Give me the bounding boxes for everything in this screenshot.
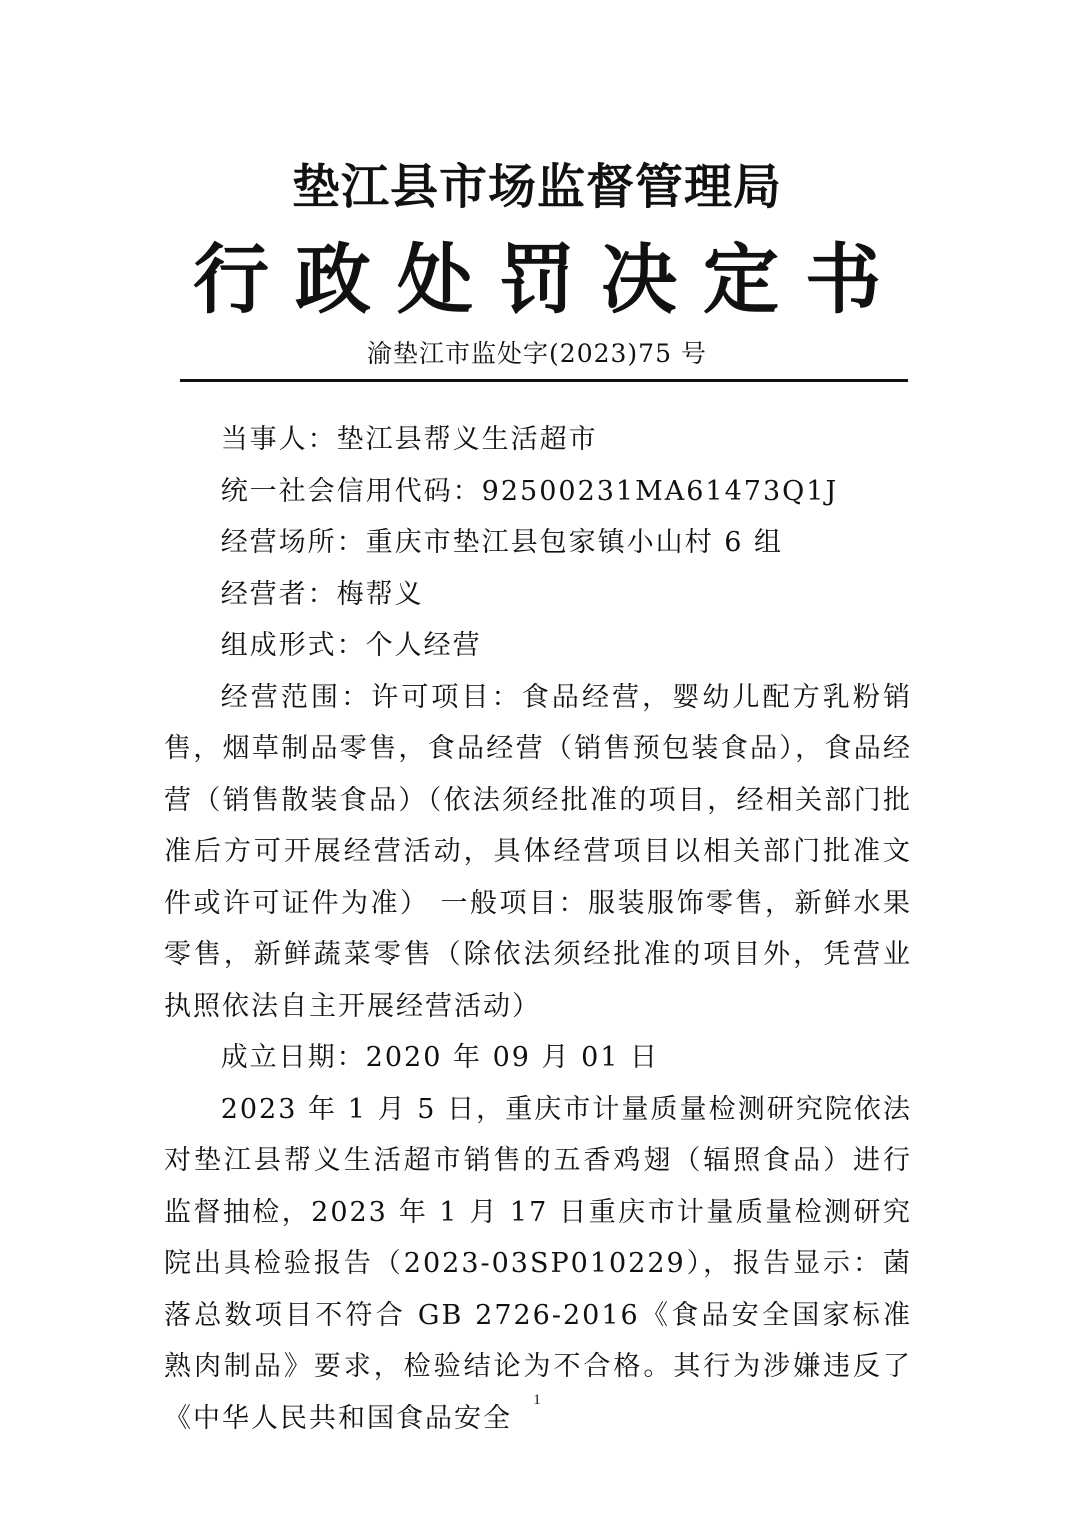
- document-title: 行政处罚决定书: [193, 235, 907, 324]
- operator-line: 经营者：梅帮义: [220, 578, 424, 610]
- party-line: 当事人：垫江县帮义生活超市: [220, 424, 598, 455]
- header-divider: [180, 379, 908, 382]
- page-number: 1: [533, 1392, 541, 1408]
- document-number: 渝垫江市监处字(2023)75 号: [367, 339, 707, 368]
- credit-code-line: 统一社会信用代码：92500231MA61473Q1J: [220, 475, 839, 507]
- established-date-line: 成立日期：2020 年 09 月 01 日: [220, 1042, 660, 1073]
- business-scope-paragraph: 经营范围：许可项目：食品经营，婴幼儿配方乳粉销售，烟草制品零售，食品经营（销售预包装食品），食品经营（销售散装食品）（依法须经批准的项目，经相关部门批准后方可开展经营活动，具体经营项目以相关部门批准文件或许可证件为准） 一般项目：服装服饰零售，新鲜水果零售，新鲜蔬菜零售（除依法须经批准的项目外，凭营业执照依法自主开展经营活动）: [164, 681, 912, 1022]
- location-line: 经营场所：重庆市垫江县包家镇小山村 6 组: [220, 527, 784, 558]
- facts-paragraph: 2023 年 1 月 5 日，重庆市计量质量检测研究院依法对垫江县帮义生活超市销售的五香鸡翅（辐照食品）进行监督抽检，2023 年 1 月 17 日重庆市计量质量检测研究院出具检验报告（2023-03SP010229），报告显示：菌落总数项目不符合 GB 2726-2016《食品安全国家标准熟肉制品》要求，检验结论为不合格。其行为涉嫌违反了《中华人民共和国食品安全: [164, 1093, 912, 1434]
- document-body: [164, 414, 912, 1444]
- form-line: 组成形式：个人经营: [220, 630, 482, 661]
- agency-name: 垫江县市场监督管理局: [291, 159, 782, 215]
